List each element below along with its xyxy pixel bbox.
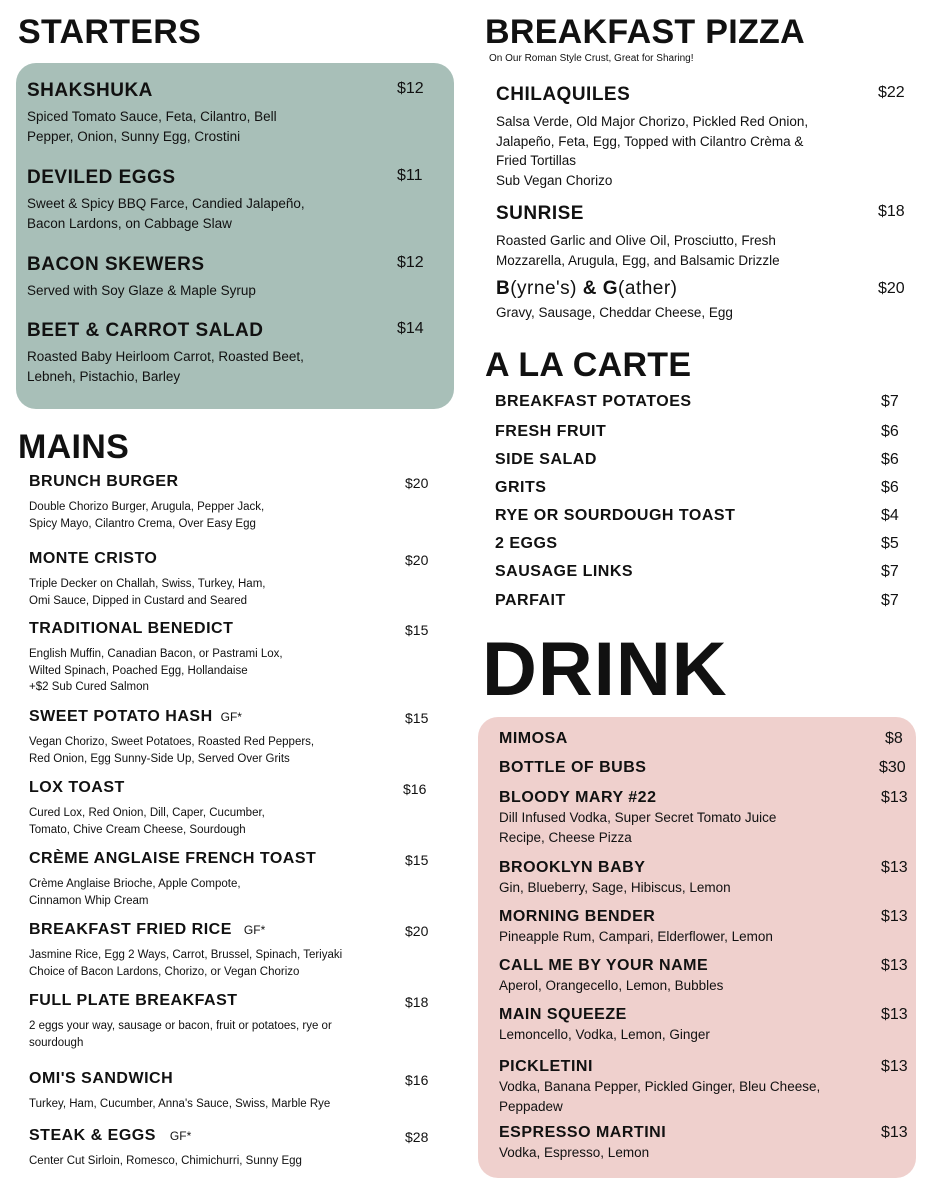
item-name: SWEET POTATO HASH <box>29 708 213 725</box>
mains-title: MAINS <box>18 428 130 466</box>
item-name: PICKLETINI <box>499 1058 593 1075</box>
item-desc-line: Cinnamon Whip Cream <box>29 894 149 907</box>
item-price: $16 <box>405 1072 429 1088</box>
item-desc-line: Gin, Blueberry, Sage, Hibiscus, Lemon <box>499 880 731 895</box>
menu-item-sweet-potato-hash <box>29 708 439 767</box>
item-price: $12 <box>397 80 424 97</box>
item-name: BREAKFAST FRIED RICE <box>29 921 232 938</box>
item-name: LOX TOAST <box>29 779 125 796</box>
name-part: (ather) <box>618 278 678 299</box>
item-name: CRÈME ANGLAISE FRENCH TOAST <box>29 850 317 867</box>
menu-item-lox-toast <box>29 779 439 838</box>
item-desc-line: Mozzarella, Arugula, Egg, and Balsamic Drizzle <box>496 252 780 268</box>
item-name: CHILAQUILES <box>496 84 631 105</box>
item-desc-line: Lebneh, Pistachio, Barley <box>27 368 181 384</box>
item-name: FRESH FRUIT <box>495 423 607 440</box>
item-name: STEAK & EGGS <box>29 1127 156 1144</box>
item-desc-line: Double Chorizo Burger, Arugula, Pepper Jack, <box>29 501 265 513</box>
item-desc-line: Sub Vegan Chorizo <box>496 172 613 188</box>
alacarte-row <box>495 479 900 501</box>
item-desc-line: Tomato, Chive Cream Cheese, Sourdough <box>29 823 246 836</box>
item-desc-line: Roasted Baby Heirloom Carrot, Roasted Beet, <box>27 349 304 364</box>
item-desc-line: Crème Anglaise Brioche, Apple Compote, <box>29 878 241 890</box>
drink-item-espresso-martini <box>499 1124 909 1163</box>
alacarte-row <box>495 563 900 585</box>
item-desc-line: Bacon Lardons, on Cabbage Slaw <box>27 215 232 231</box>
item-desc-line: Vodka, Banana Pepper, Pickled Ginger, Bleu Cheese, <box>499 1079 821 1094</box>
item-price: $13 <box>881 1058 908 1075</box>
alacarte-row <box>495 535 900 557</box>
breakfast-pizza-subtitle: On Our Roman Style Crust, Great for Sharing! <box>489 53 694 64</box>
item-desc-line: Pepper, Onion, Sunny Egg, Crostini <box>27 128 241 144</box>
gf-badge: GF* <box>169 1129 192 1143</box>
item-price: $5 <box>881 535 899 552</box>
menu-item-sunrise <box>496 203 906 270</box>
menu-item-shakshuka <box>27 80 427 146</box>
alacarte-row <box>495 592 900 614</box>
drink-item-call-me-by-your-name <box>499 957 909 996</box>
menu-item-bacon-skewers <box>27 254 427 301</box>
item-desc-line: sourdough <box>29 1036 84 1049</box>
name-part: G <box>602 278 619 299</box>
item-price: $20 <box>405 552 429 568</box>
item-desc-line: Served with Soy Glaze & Maple Syrup <box>27 283 256 298</box>
menu-item-deviled-eggs <box>27 167 427 233</box>
item-price: $13 <box>881 1124 908 1141</box>
item-desc-line: Center Cut Sirloin, Romesco, Chimichurri, Sunny Egg <box>29 1155 302 1167</box>
item-price: $28 <box>405 1129 429 1145</box>
item-desc-line: Spicy Mayo, Cilantro Crema, Over Easy Egg <box>29 517 256 530</box>
item-desc-line: Dill Infused Vodka, Super Secret Tomato Juice <box>499 810 777 825</box>
item-name: BEET & CARROT SALAD <box>27 320 264 341</box>
item-price: $11 <box>397 167 423 184</box>
item-desc-line: Jasmine Rice, Egg 2 Ways, Carrot, Brussel, Spinach, Teriyaki <box>29 949 343 961</box>
item-name: CALL ME BY YOUR NAME <box>499 957 709 974</box>
item-price: $13 <box>881 1006 908 1023</box>
name-part: (yrne's) <box>510 278 577 299</box>
drink-item-bottle-of-bubs <box>499 759 909 777</box>
menu-item-byrnes-and-gather <box>496 278 906 323</box>
item-price: $7 <box>881 393 899 410</box>
item-desc-line: Jalapeño, Feta, Egg, Topped with Cilantro Crèma & <box>496 133 804 149</box>
item-desc-line: Sweet & Spicy BBQ Farce, Candied Jalapeño, <box>27 196 305 211</box>
item-desc-line: +$2 Sub Cured Salmon <box>29 681 149 694</box>
item-price: $8 <box>885 730 903 747</box>
item-desc-line: Omi Sauce, Dipped in Custard and Seared <box>29 594 247 607</box>
menu-item-traditional-benedict <box>29 620 439 696</box>
drink-item-brooklyn-baby <box>499 859 909 898</box>
menu-item-omis-sandwich <box>29 1070 439 1113</box>
alacarte-row <box>495 451 900 473</box>
item-name: BLOODY MARY #22 <box>499 789 657 806</box>
drink-item-morning-bender <box>499 908 909 947</box>
menu-item-chilaquiles <box>496 84 906 190</box>
item-name: SHAKSHUKA <box>27 80 153 101</box>
item-desc-line: Cured Lox, Red Onion, Dill, Caper, Cucumber, <box>29 807 265 819</box>
item-price: $6 <box>881 479 899 496</box>
item-name: MIMOSA <box>499 730 568 747</box>
item-name: BACON SKEWERS <box>27 254 205 275</box>
menu-item-creme-anglaise-french-toast <box>29 850 439 909</box>
name-part: & <box>576 278 603 299</box>
item-price: $12 <box>397 254 424 271</box>
item-desc-line: Gravy, Sausage, Cheddar Cheese, Egg <box>496 305 733 320</box>
item-price: $7 <box>881 592 899 609</box>
menu-item-monte-cristo <box>29 550 439 609</box>
item-desc-line: Aperol, Orangecello, Lemon, Bubbles <box>499 978 724 993</box>
menu-item-full-plate-breakfast <box>29 992 439 1051</box>
item-desc-line: 2 eggs your way, sausage or bacon, fruit or potatoes, rye or <box>29 1020 332 1032</box>
item-price: $13 <box>881 957 908 974</box>
item-desc-line: Choice of Bacon Lardons, Chorizo, or Vegan Chorizo <box>29 965 300 978</box>
item-desc-line: Vegan Chorizo, Sweet Potatoes, Roasted Red Peppers, <box>29 736 315 748</box>
item-price: $22 <box>878 84 905 101</box>
drink-item-mimosa <box>499 730 909 748</box>
item-name: SIDE SALAD <box>495 451 597 468</box>
item-desc-line: Peppadew <box>499 1098 563 1114</box>
item-desc-line: Salsa Verde, Old Major Chorizo, Pickled Red Onion, <box>496 114 809 129</box>
alacarte-row <box>495 393 900 415</box>
item-name: PARFAIT <box>495 592 566 609</box>
item-desc-line: Spiced Tomato Sauce, Feta, Cilantro, Bell <box>27 109 277 124</box>
menu-item-brunch-burger <box>29 473 439 532</box>
item-price: $15 <box>405 622 429 638</box>
item-name: SUNRISE <box>496 203 584 224</box>
gf-badge: GF* <box>220 710 242 724</box>
item-desc-line: Roasted Garlic and Olive Oil, Prosciutto, Fresh <box>496 233 776 248</box>
item-price: $6 <box>881 423 899 440</box>
alacarte-row <box>495 507 900 529</box>
item-name: DEVILED EGGS <box>27 167 176 188</box>
item-price: $7 <box>881 563 899 580</box>
item-price: $30 <box>879 759 906 776</box>
drink-item-main-squeeze <box>499 1006 909 1045</box>
item-price: $18 <box>878 203 905 220</box>
menu-item-steak-and-eggs <box>29 1127 439 1170</box>
starters-title: STARTERS <box>18 13 202 51</box>
item-price: $6 <box>881 451 899 468</box>
item-name: BOTTLE OF BUBS <box>499 759 647 776</box>
item-desc-line: Lemoncello, Vodka, Lemon, Ginger <box>499 1027 710 1042</box>
breakfast-pizza-title: BREAKFAST PIZZA <box>485 13 805 51</box>
item-name: BREAKFAST POTATOES <box>495 393 692 410</box>
item-name: SAUSAGE LINKS <box>495 563 634 580</box>
gf-badge: GF* <box>243 923 266 937</box>
item-name: TRADITIONAL BENEDICT <box>29 620 234 637</box>
alacarte-title: A LA CARTE <box>485 346 692 384</box>
item-desc-line: Wilted Spinach, Poached Egg, Hollandaise <box>29 664 248 677</box>
item-desc-line: Red Onion, Egg Sunny-Side Up, Served Over Grits <box>29 752 290 765</box>
drink-item-bloody-mary <box>499 789 909 847</box>
item-price: $13 <box>881 908 908 925</box>
name-part: B <box>496 278 511 299</box>
item-name: GRITS <box>495 479 547 496</box>
alacarte-row <box>495 423 900 445</box>
item-name: MORNING BENDER <box>499 908 656 925</box>
item-name: 2 EGGS <box>495 535 558 552</box>
item-desc-line: Vodka, Espresso, Lemon <box>499 1145 650 1160</box>
item-price: $13 <box>881 859 908 876</box>
item-price: $20 <box>405 475 429 491</box>
item-desc-line: Turkey, Ham, Cucumber, Anna's Sauce, Swiss, Marble Rye <box>29 1098 331 1110</box>
item-name: MAIN SQUEEZE <box>499 1006 627 1023</box>
item-desc-line: Triple Decker on Challah, Swiss, Turkey, Ham, <box>29 578 266 590</box>
item-name: MONTE CRISTO <box>29 550 158 567</box>
item-price: $20 <box>878 280 905 297</box>
item-name: BROOKLYN BABY <box>499 859 646 876</box>
item-price: $16 <box>403 781 427 797</box>
item-name: OMI'S SANDWICH <box>29 1070 174 1087</box>
item-name: ESPRESSO MARTINI <box>499 1124 667 1141</box>
menu-item-beet-carrot-salad <box>27 320 427 386</box>
item-desc-line: Pineapple Rum, Campari, Elderflower, Lemon <box>499 929 773 944</box>
item-price: $15 <box>405 852 429 868</box>
item-price: $18 <box>405 994 429 1010</box>
item-name: BRUNCH BURGER <box>29 473 179 490</box>
item-price: $13 <box>881 789 908 806</box>
item-desc-line: Fried Tortillas <box>496 153 577 169</box>
drink-item-pickletini <box>499 1058 909 1116</box>
item-name: FULL PLATE BREAKFAST <box>29 992 238 1009</box>
item-price: $4 <box>881 507 899 524</box>
menu-item-breakfast-fried-rice <box>29 921 439 980</box>
drink-title: DRINK <box>482 627 728 712</box>
item-desc-line: Recipe, Cheese Pizza <box>499 829 632 845</box>
item-name: RYE OR SOURDOUGH TOAST <box>495 507 736 524</box>
item-price: $14 <box>397 320 424 337</box>
item-desc-line: English Muffin, Canadian Bacon, or Pastrami Lox, <box>29 648 283 660</box>
item-price: $20 <box>405 923 429 939</box>
item-price: $15 <box>405 710 429 726</box>
item-name <box>496 278 906 300</box>
